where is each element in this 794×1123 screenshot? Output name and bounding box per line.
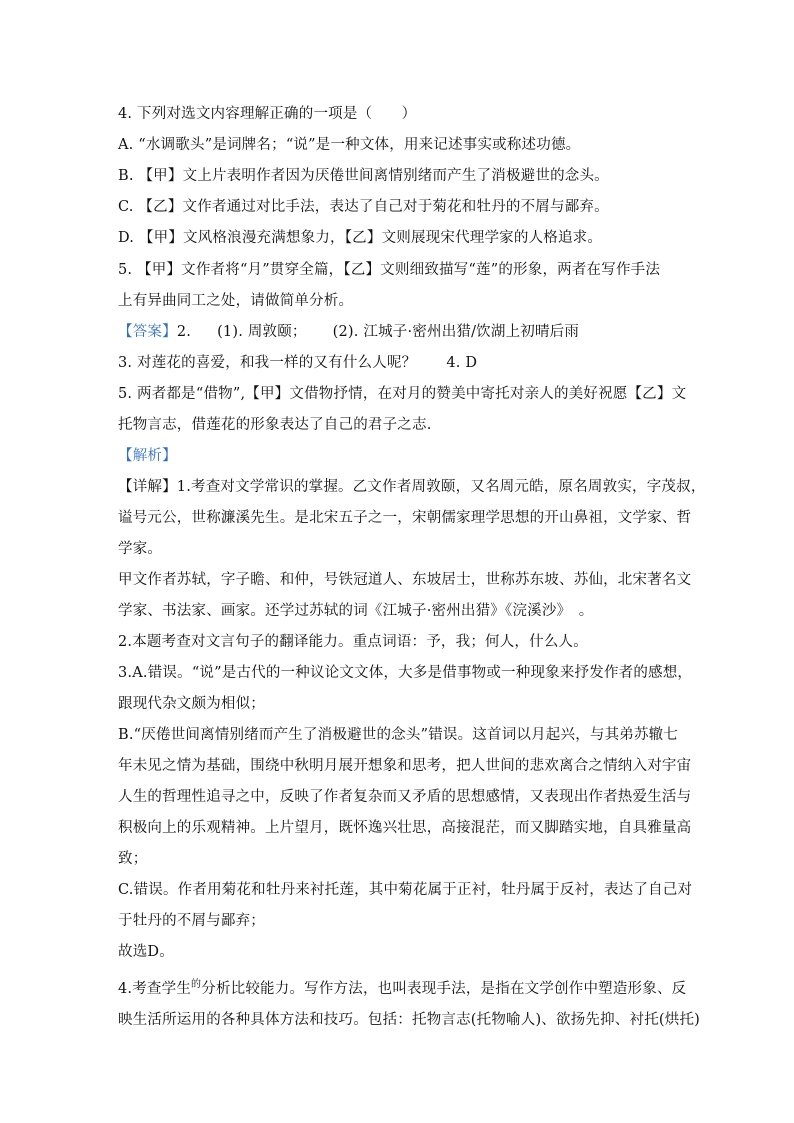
answer-5-line-2: 托物言志，借莲花的形象表达了自己的君子之志. [118,417,432,433]
option-b: B. 【甲】文上片表明作者因为厌倦世间离情别绪而产生了消极避世的念头。 [118,168,609,184]
answer-line-2 [118,322,684,342]
detail-line-17-start: 4.考查学生 [118,981,192,997]
answer-2-part-2: (2). 江城子·密州出猎/饮湖上初晴后雨 [332,324,580,340]
question-5-line-1: 5. 【甲】文作者将“月”贯穿全篇，【乙】文则细致描写“莲”的形象，两者在写作手法 [118,262,661,278]
detail-line-8: 跟现代杂文颇为相似； [118,696,265,712]
detail-line-4: 甲文作者苏轼，字子瞻、和仲，号铁冠道人、东坡居士，世称苏东坡、苏仙，北宋著名文 [118,572,692,588]
detail-line-5: 学家、书法家、画家。还学过苏轼的词《江城子·密州出猎》《浣溪沙》 。 [118,603,594,619]
answer-5-line-1: 5. 两者都是“借物”,【甲】文借物抒情，在对月的赞美中寄托对亲人的美好祝愿【乙】文 [118,386,687,402]
answer-4-text: 4. D [446,355,478,371]
detail-line-17-end: 分析比较能力。写作方法，也叫表现手法，是指在文学创作中塑造形象、反 [201,981,687,997]
detail-line-7: 3.A.错误。“说”是古代的一种议论文文体，大多是借事物或一种现象来抒发作者的感想， [118,665,693,681]
detail-line-3: 学家。 [118,541,163,557]
detail-line-18: 映生活所运用的各种具体方法和技巧。包括：托物言志(托物喻人)、欲扬先抑、衬托(烘托) [118,1012,701,1028]
detail-line-6: 2.本题考查对文言句子的翻译能力。重点词语：予，我；何人，什么人。 [118,634,588,650]
answer-3-text: 3. 对莲花的喜爱，和我一样的又有什么人呢？ [118,355,417,371]
detail-line-13: 致； [118,851,148,867]
detail-line-11: 人生的哲理性追寻之中，反映了作者复杂而又矛盾的思想感情，又表现出作者热爱生活与 [118,789,692,805]
analysis-tag: 【解析】 [118,448,177,464]
answer-tag: 【答案】 [118,324,177,340]
option-a: A. “水调歌头”是词牌名；“说”是一种文体，用来记述事实或称述功德。 [118,137,581,153]
detail-line-14: C.错误。作者用菊花和牡丹来衬托莲，其中菊花属于正衬，牡丹属于反衬，表达了自己对 [118,882,693,898]
question-4-prompt: 4. 下列对选文内容理解正确的一项是（ ） [118,106,417,122]
detail-line-12: 积极向上的乐观精神。上片望月，既怀逸兴壮思，高接混茫，而又脚踏实地，自具雅量高 [118,820,692,836]
detail-line-9: B.“厌倦世间离情别绪而产生了消极避世的念头”错误。这首词以月起兴，与其弟苏辙七 [118,727,679,743]
detail-line-16: 故选D。 [118,944,174,960]
option-d: D. 【甲】文风格浪漫充满想象力，【乙】文则展现宋代理学家的人格追求。 [118,230,603,246]
answer-line-3 [118,353,684,373]
answer-2-part-1: (1). 周敦颐； [217,324,307,340]
question-5-line-2: 上有异曲同工之处，请做简单分析。 [118,293,354,309]
option-c: C. 【乙】文作者通过对比手法，表达了自己对于菊花和牡丹的不屑与鄙弃。 [118,199,609,215]
detail-line-17-superscript: 的 [191,979,202,991]
detail-line-1: 【详解】1.考查对文学常识的掌握。乙文作者周敦颐，又名周元皓，原名周敦实，字茂叔， [118,479,706,495]
detail-line-10: 年未见之情为基础，围绕中秋明月展开想象和思考，把人世间的悲欢离合之情纳入对宇宙 [118,758,692,774]
detail-line-2: 谥号元公，世称濂溪先生。是北宋五子之一，宋朝儒家理学思想的开山鼻祖，文学家、哲 [118,510,692,526]
detail-line-17 [118,979,687,999]
answer-2-number: 2. [176,324,192,340]
detail-line-15: 于牡丹的不屑与鄙弃； [118,913,265,929]
